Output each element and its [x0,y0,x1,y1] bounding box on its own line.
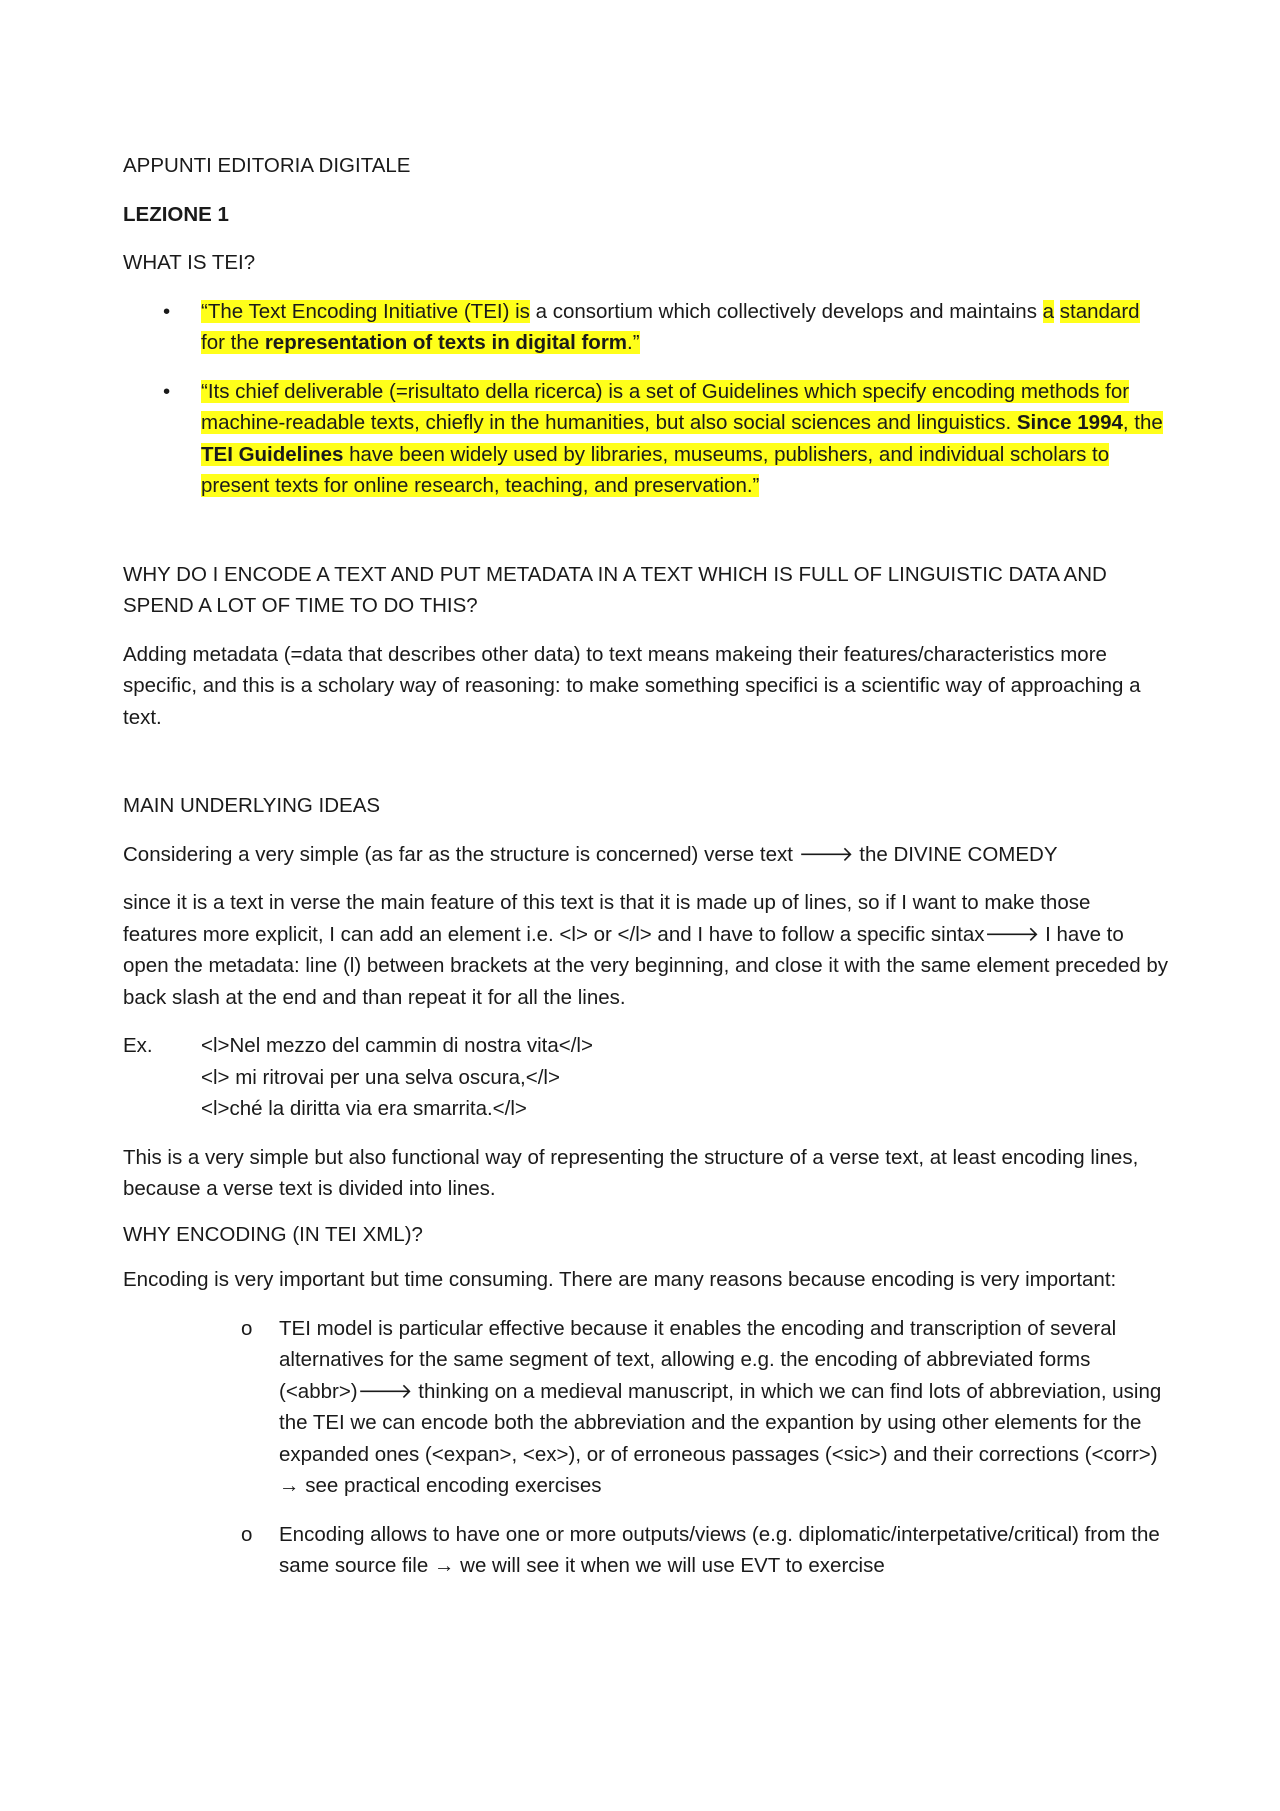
example-line: <l>Nel mezzo del cammin di nostra vita</l> [201,1034,593,1057]
tei-definition-list [123,296,1168,502]
bullet-icon: • [163,379,171,403]
section-heading-main-ideas: MAIN UNDERLYING IDEAS [123,794,381,817]
section-heading-why-encode: WHY DO I ENCODE A TEXT AND PUT METADATA IN A TEXT WHICH IS FULL OF LINGUISTIC DATA AND SPEND A LOT OF TIME TO DO THIS? [123,562,1107,617]
list-item: o Encoding allows to have one or more outputs/views (e.g. diplomatic/interpetative/critical) from the same source file → we will see it when we will use EVT to exercise [123,1519,1168,1582]
paragraph-lines: since it is a text in verse the main feature of this text is that it is made up of lines, so if I want to make those features more explicit, I can add an element i.e. <l> or </l> and I have to follow a specific sintax🡒 I have to open the metadata: line (l) between brackets at the very beginning, and close it with the same element preceded by back slash at the end and than repeat it for all the lines. [123,891,1168,1009]
paragraph-encoding-intro: Encoding is very important but time consuming. There are many reasons because encoding is very important: [123,1268,1117,1291]
spacer [123,750,1168,790]
circle-bullet-icon: o [241,1316,253,1340]
lesson-heading: LEZIONE 1 [123,202,229,226]
example-block [123,1030,1168,1125]
list-item: o TEI model is particular effective because it enables the encoding and transcription of several alternatives for the same segment of text, allowing e.g. the encoding of abbreviated forms (<abbr>)🡒 thinking on a medieval manuscript, in which we can find lots of abbreviation, using the TEI we can encode both the abbreviation and the expantion by using other elements for the expanded ones (<expan>, <ex>), or of erroneous passages (<sic>) and their corrections (<corr>) → see practical encoding exercises [123,1313,1168,1502]
list-item: • “The Text Encoding Initiative (TEI) is a consortium which collectively develops and maintains a standard for the representation of texts in digital form.” [123,296,1168,359]
encoding-reasons-list [123,1313,1168,1582]
example-line: <l>ché la diritta via era smarrita.</l> [201,1097,527,1120]
paragraph-divine-comedy: Considering a very simple (as far as the structure is concerned) verse text 🡒 the DIVINE COMEDY [123,842,1058,866]
section-heading-what-is-tei: WHAT IS TEI? [123,251,256,274]
example-line: <l> mi ritrovai per una selva oscura,</l> [201,1065,560,1089]
paragraph-metadata: Adding metadata (=data that describes other data) to text means makeing their features/characteristics more specific, and this is a scholary way of reasoning: to make something specifici is a scientific way of approaching a text. [123,642,1141,729]
circle-bullet-icon: o [241,1522,253,1546]
spacer [123,519,1168,559]
bullet-icon: • [163,299,171,323]
paragraph-structure: This is a very simple but also functional way of representing the structure of a verse text, at least encoding lines, because a verse text is divided into lines. [123,1145,1139,1200]
example-lines [201,1030,593,1125]
document-title: APPUNTI EDITORIA DIGITALE [123,154,411,177]
example-label: Ex. [123,1034,153,1057]
document-page [123,150,1168,1599]
list-item: • “Its chief deliverable (=risultato della ricerca) is a set of Guidelines which specify encoding methods for machine-readable texts, chiefly in the humanities, but also social sciences and linguistics. Since 1994, the TEI Guidelines have been widely used by libraries, museums, publishers, and individual scholars to present texts for online research, teaching, and preservation.” [123,376,1168,502]
section-heading-why-encoding: WHY ENCODING (IN TEI XML)? [123,1222,423,1246]
